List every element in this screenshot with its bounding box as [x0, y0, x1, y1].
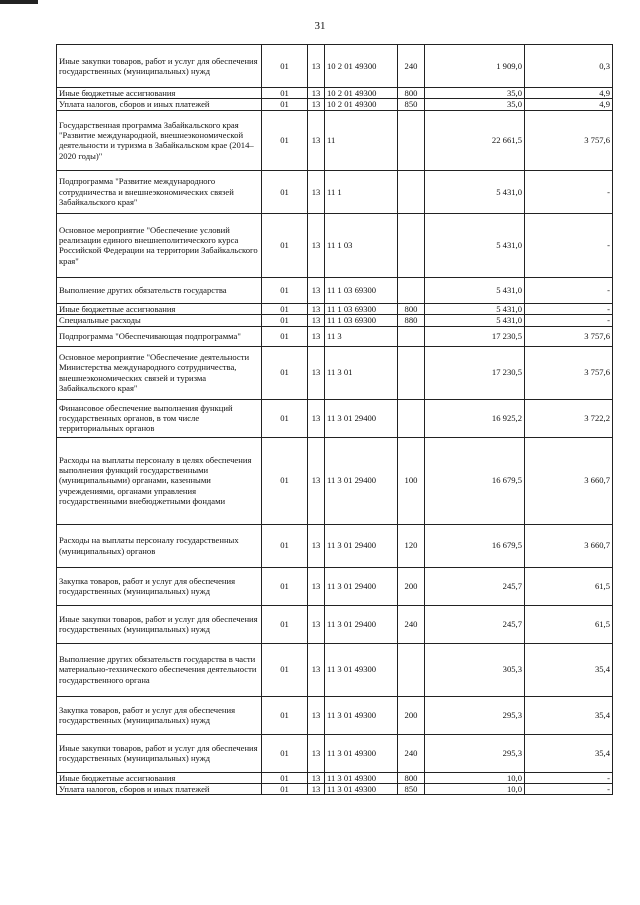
row-section-cell: 01 [262, 170, 308, 213]
row-target-article-cell: 11 3 01 49300 [325, 734, 398, 772]
row-expense-type-cell: 240 [398, 605, 425, 643]
row-subsection-cell: 13 [308, 99, 325, 110]
table-row [57, 772, 613, 783]
row-target-article-cell: 10 2 01 49300 [325, 99, 398, 110]
row-amount-2-cell: 61,5 [525, 567, 613, 605]
row-target-article-cell: 11 3 01 [325, 346, 398, 399]
row-name-cell: Расходы на выплаты персоналу государственных (муниципальных) органов [57, 524, 262, 567]
row-target-article-cell: 11 3 01 29400 [325, 567, 398, 605]
row-amount-cell: 17 230,5 [425, 346, 525, 399]
table-row [57, 696, 613, 734]
row-target-article-cell: 11 3 01 29400 [325, 399, 398, 437]
row-expense-type-cell [398, 277, 425, 303]
row-subsection-cell: 13 [308, 213, 325, 277]
row-subsection-cell: 13 [308, 315, 325, 326]
row-name-cell: Уплата налогов, сборов и иных платежей [57, 784, 262, 795]
row-section-cell: 01 [262, 399, 308, 437]
row-amount-cell: 35,0 [425, 88, 525, 99]
table-row [57, 88, 613, 99]
row-subsection-cell: 13 [308, 277, 325, 303]
row-amount-2-cell: - [525, 784, 613, 795]
row-name-cell: Иные бюджетные ассигнования [57, 303, 262, 314]
row-amount-2-cell: 3 757,6 [525, 346, 613, 399]
row-section-cell: 01 [262, 524, 308, 567]
row-expense-type-cell: 100 [398, 437, 425, 524]
row-section-cell: 01 [262, 45, 308, 88]
table-row [57, 784, 613, 795]
row-amount-cell: 1 909,0 [425, 45, 525, 88]
row-target-article-cell: 11 3 01 49300 [325, 772, 398, 783]
row-section-cell: 01 [262, 784, 308, 795]
row-section-cell: 01 [262, 110, 308, 170]
table-row [57, 45, 613, 88]
row-target-article-cell: 11 1 03 [325, 213, 398, 277]
row-section-cell: 01 [262, 437, 308, 524]
row-section-cell: 01 [262, 88, 308, 99]
row-subsection-cell: 13 [308, 605, 325, 643]
row-section-cell: 01 [262, 696, 308, 734]
row-name-cell: Закупка товаров, работ и услуг для обеспечения государственных (муниципальных) нужд [57, 696, 262, 734]
row-section-cell: 01 [262, 643, 308, 696]
table-row [57, 326, 613, 346]
row-subsection-cell: 13 [308, 303, 325, 314]
row-name-cell: Иные бюджетные ассигнования [57, 88, 262, 99]
row-name-cell: Подпрограмма "Развитие международного сотрудничества и внешнеэкономических связей Забайкальского края" [57, 170, 262, 213]
row-subsection-cell: 13 [308, 734, 325, 772]
row-amount-2-cell: 61,5 [525, 605, 613, 643]
row-name-cell: Иные закупки товаров, работ и услуг для обеспечения государственных (муниципальных) нужд [57, 605, 262, 643]
table-row [57, 399, 613, 437]
table-row [57, 567, 613, 605]
row-amount-2-cell: - [525, 315, 613, 326]
row-amount-2-cell: - [525, 772, 613, 783]
row-section-cell: 01 [262, 277, 308, 303]
row-expense-type-cell: 880 [398, 315, 425, 326]
table-row [57, 524, 613, 567]
row-target-article-cell: 11 1 03 69300 [325, 277, 398, 303]
row-amount-cell: 35,0 [425, 99, 525, 110]
row-amount-cell: 295,3 [425, 696, 525, 734]
row-amount-cell: 22 661,5 [425, 110, 525, 170]
row-subsection-cell: 13 [308, 346, 325, 399]
row-amount-2-cell: - [525, 277, 613, 303]
row-name-cell: Иные закупки товаров, работ и услуг для обеспечения государственных (муниципальных) нужд [57, 734, 262, 772]
row-section-cell: 01 [262, 326, 308, 346]
row-name-cell: Закупка товаров, работ и услуг для обеспечения государственных (муниципальных) нужд [57, 567, 262, 605]
row-amount-2-cell: 4,9 [525, 88, 613, 99]
row-amount-2-cell: 3 660,7 [525, 437, 613, 524]
row-amount-cell: 245,7 [425, 605, 525, 643]
row-name-cell: Выполнение других обязательств государства в части материально-технического обеспечения деятельности государственного органа [57, 643, 262, 696]
budget-table [56, 44, 613, 795]
row-target-article-cell: 11 3 01 49300 [325, 643, 398, 696]
row-expense-type-cell [398, 346, 425, 399]
row-section-cell: 01 [262, 567, 308, 605]
row-expense-type-cell [398, 399, 425, 437]
row-amount-cell: 5 431,0 [425, 303, 525, 314]
row-amount-2-cell: - [525, 213, 613, 277]
row-expense-type-cell [398, 170, 425, 213]
row-subsection-cell: 13 [308, 784, 325, 795]
row-amount-2-cell: 35,4 [525, 643, 613, 696]
row-amount-2-cell: - [525, 170, 613, 213]
table-row [57, 277, 613, 303]
row-amount-cell: 305,3 [425, 643, 525, 696]
row-section-cell: 01 [262, 605, 308, 643]
row-section-cell: 01 [262, 772, 308, 783]
row-name-cell: Расходы на выплаты персоналу в целях обеспечения выполнения функций государственными (муниципальными) органами, казенными учреждениями, органами управления государственными внебюджетными фондами [57, 437, 262, 524]
row-expense-type-cell: 120 [398, 524, 425, 567]
row-amount-cell: 16 679,5 [425, 437, 525, 524]
row-section-cell: 01 [262, 303, 308, 314]
table-row [57, 170, 613, 213]
row-subsection-cell: 13 [308, 524, 325, 567]
row-target-article-cell: 11 1 03 69300 [325, 303, 398, 314]
row-name-cell: Подпрограмма "Обеспечивающая подпрограмма" [57, 326, 262, 346]
row-target-article-cell: 11 3 01 29400 [325, 437, 398, 524]
row-amount-2-cell: 0,3 [525, 45, 613, 88]
row-amount-2-cell: 3 757,6 [525, 110, 613, 170]
row-name-cell: Основное мероприятие "Обеспечение условий реализации единого внешнеполитического курса Российской Федерации на территории Забайкальского края" [57, 213, 262, 277]
row-amount-cell: 17 230,5 [425, 326, 525, 346]
table-row [57, 605, 613, 643]
row-amount-cell: 295,3 [425, 734, 525, 772]
row-amount-cell: 10,0 [425, 772, 525, 783]
row-amount-2-cell: 35,4 [525, 734, 613, 772]
row-amount-2-cell: 35,4 [525, 696, 613, 734]
row-target-article-cell: 11 3 01 29400 [325, 524, 398, 567]
row-expense-type-cell [398, 326, 425, 346]
row-name-cell: Уплата налогов, сборов и иных платежей [57, 99, 262, 110]
row-amount-cell: 5 431,0 [425, 213, 525, 277]
row-section-cell: 01 [262, 346, 308, 399]
row-subsection-cell: 13 [308, 110, 325, 170]
row-name-cell: Основное мероприятие "Обеспечение деятельности Министерства международного сотрудничества, внешнеэкономических связей и туризма Забайкальского края" [57, 346, 262, 399]
row-section-cell: 01 [262, 213, 308, 277]
row-amount-2-cell: 3 660,7 [525, 524, 613, 567]
row-section-cell: 01 [262, 99, 308, 110]
row-expense-type-cell: 240 [398, 734, 425, 772]
row-subsection-cell: 13 [308, 88, 325, 99]
row-name-cell: Финансовое обеспечение выполнения функций государственных органов, в том числе территориальных органов [57, 399, 262, 437]
row-subsection-cell: 13 [308, 45, 325, 88]
table-row [57, 303, 613, 314]
row-amount-cell: 245,7 [425, 567, 525, 605]
row-target-article-cell: 11 3 01 49300 [325, 784, 398, 795]
row-subsection-cell: 13 [308, 326, 325, 346]
table-row [57, 437, 613, 524]
row-section-cell: 01 [262, 315, 308, 326]
row-amount-2-cell: 3 722,2 [525, 399, 613, 437]
row-target-article-cell: 10 2 01 49300 [325, 45, 398, 88]
row-target-article-cell: 11 3 01 49300 [325, 696, 398, 734]
row-amount-cell: 5 431,0 [425, 277, 525, 303]
row-expense-type-cell: 850 [398, 99, 425, 110]
row-amount-2-cell: 3 757,6 [525, 326, 613, 346]
row-amount-2-cell: 4,9 [525, 99, 613, 110]
row-expense-type-cell: 200 [398, 696, 425, 734]
row-expense-type-cell: 800 [398, 88, 425, 99]
table-body [57, 45, 613, 795]
table-row [57, 213, 613, 277]
row-subsection-cell: 13 [308, 437, 325, 524]
row-expense-type-cell: 800 [398, 303, 425, 314]
row-expense-type-cell [398, 213, 425, 277]
row-subsection-cell: 13 [308, 643, 325, 696]
row-expense-type-cell: 240 [398, 45, 425, 88]
row-target-article-cell: 11 1 03 69300 [325, 315, 398, 326]
row-expense-type-cell: 800 [398, 772, 425, 783]
table-row [57, 734, 613, 772]
row-subsection-cell: 13 [308, 399, 325, 437]
row-subsection-cell: 13 [308, 772, 325, 783]
page-number: 31 [314, 20, 326, 32]
top-edge-mark [0, 0, 38, 4]
table-row [57, 643, 613, 696]
row-amount-cell: 5 431,0 [425, 315, 525, 326]
row-target-article-cell: 10 2 01 49300 [325, 88, 398, 99]
row-expense-type-cell [398, 643, 425, 696]
row-expense-type-cell [398, 110, 425, 170]
row-subsection-cell: 13 [308, 170, 325, 213]
row-expense-type-cell: 200 [398, 567, 425, 605]
row-target-article-cell: 11 3 [325, 326, 398, 346]
row-target-article-cell: 11 [325, 110, 398, 170]
table-row [57, 315, 613, 326]
row-name-cell: Выполнение других обязательств государства [57, 277, 262, 303]
row-section-cell: 01 [262, 734, 308, 772]
row-amount-cell: 10,0 [425, 784, 525, 795]
row-name-cell: Специальные расходы [57, 315, 262, 326]
row-amount-cell: 16 925,2 [425, 399, 525, 437]
row-name-cell: Иные закупки товаров, работ и услуг для обеспечения государственных (муниципальных) нужд [57, 45, 262, 88]
row-name-cell: Государственная программа Забайкальского края "Развитие международной, внешнеэкономической деятельности и туризма в Забайкальском крае (2014–2020 годы)" [57, 110, 262, 170]
table-row [57, 99, 613, 110]
row-target-article-cell: 11 1 [325, 170, 398, 213]
row-amount-cell: 5 431,0 [425, 170, 525, 213]
row-subsection-cell: 13 [308, 696, 325, 734]
row-expense-type-cell: 850 [398, 784, 425, 795]
table-row [57, 346, 613, 399]
row-amount-2-cell: - [525, 303, 613, 314]
table-row [57, 110, 613, 170]
row-name-cell: Иные бюджетные ассигнования [57, 772, 262, 783]
row-subsection-cell: 13 [308, 567, 325, 605]
row-amount-cell: 16 679,5 [425, 524, 525, 567]
row-target-article-cell: 11 3 01 29400 [325, 605, 398, 643]
